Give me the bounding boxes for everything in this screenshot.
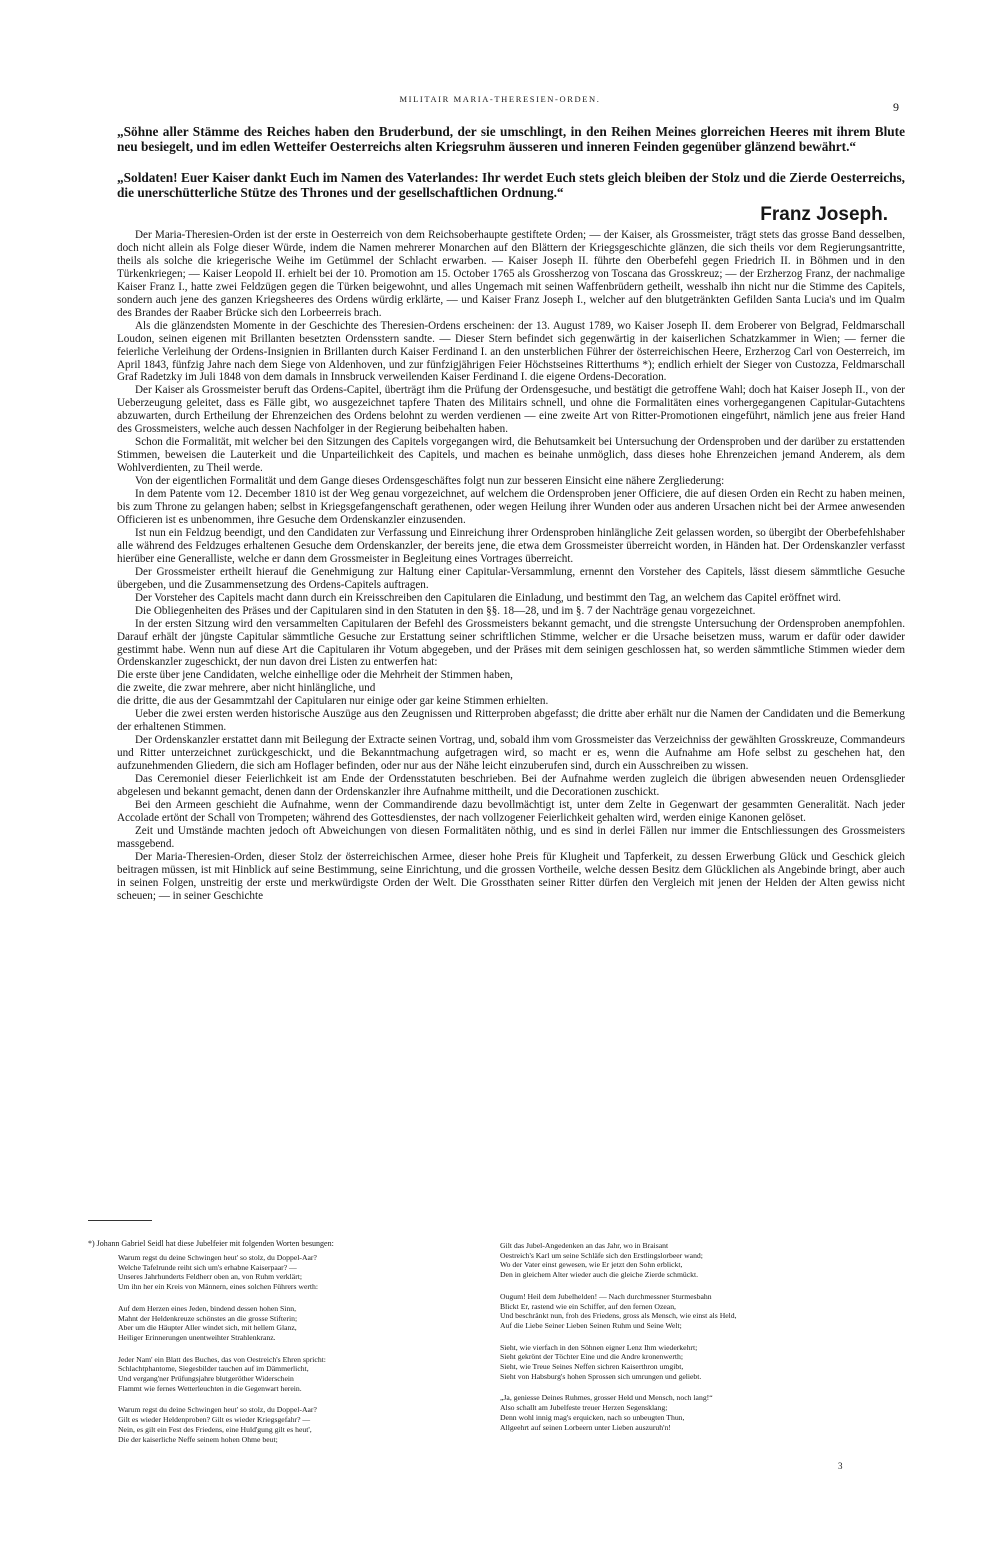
poem-line: Welche Tafelrunde reiht sich um's erhabne Kaiserpaar? — bbox=[118, 1262, 297, 1272]
page-number: 9 bbox=[893, 100, 899, 114]
quote-signature: Franz Joseph. bbox=[760, 204, 888, 225]
paragraph: Der Kaiser als Grossmeister beruft das Ordens-Capitel, überträgt ihm die Prüfung der Ordensgesuche, und bestätigt die getroffene Wahl; doch hat Kaiser Joseph II., von der Ueberzeugung geleitet, dass es Fälle gibt, wo ausgezeichnet tapfere Thaten des Militairs schnell, und ohne die Formalitäten eines vorhergegangenen Capitular-Gutachtens abzuwarten, durch Ertheilung der Ehrenzeichen des Ordens belohnt zu werden verdienen — eine zweite Art von Ritter-Promotionen eingeführt, nämlich jene aus freier Hand des Grossmeisters, welche auch dessen Nachfolger in der Regierung beibehalten haben. bbox=[117, 384, 905, 436]
footnote-intro: *) Johann Gabriel Seidl hat diese Jubelfeier mit folgenden Worten besungen: bbox=[88, 1239, 334, 1248]
poem-line: Unseres Jahrhunderts Feldherr oben an, von Ruhm verklärt; bbox=[118, 1272, 303, 1282]
signature-mark: 3 bbox=[838, 1461, 843, 1471]
poem-left-column bbox=[118, 1253, 518, 1456]
poem-stanza bbox=[118, 1405, 518, 1444]
paragraph: Der Maria-Theresien-Orden, dieser Stolz der österreichischen Armee, dieser hohe Preis für Klugheit und Tapferkeit, zu dessen Erwerbung Glück und Geschick gleich beitragen müssen, ist mit Hinblick auf seine Bestimmung, seine Einrichtung, und die grossen Vortheile, welche dessen Besitz dem Glücklichen als Angebinde bringt, aber auch in seinen Folgen, unstreitig der erste und merkwürdigste Orden der Welt. Die Grossthaten seiner Ritter dürfen den Vergleich mit jenen der Helden der Alten gewiss nicht scheuen; — in seiner Geschichte bbox=[117, 850, 905, 902]
poem-line: Und vergang'ner Prüfungsjahre blutgeröther Widerschein bbox=[118, 1374, 294, 1384]
paragraph: Ist nun ein Feldzug beendigt, und den Candidaten zur Verfassung und Einreichung ihrer Ordensproben hinlängliche Zeit gelassen worden, so übergibt der Oberbefehlshaber alle während des Feldzuges erhaltenen Gesuche dem Ordenskanzler, der bereits jene, die etwa dem Grossmeister überreicht worden, in Händen hat. Der Ordenskanzler verfasst hierüber eine Generalliste, welche er dann dem Grossmeister in Begleitung eines Vortrages überreicht. bbox=[117, 526, 905, 565]
poem-line: Denn wohl innig mag's erquicken, nach so unbeugten Thun, bbox=[500, 1412, 685, 1422]
poem-line: Warum regst du deine Schwingen heut' so stolz, du Doppel-Aar? bbox=[118, 1405, 317, 1415]
poem-line: Gilt es wieder Heldenproben? Gilt es wieder Kriegsgefahr? — bbox=[118, 1415, 311, 1425]
poem-line: Flammt wie fernes Wetterleuchten in die Gegenwart herein. bbox=[118, 1383, 302, 1393]
paragraph: Schon die Formalität, mit welcher bei den Sitzungen des Capitels vorgegangen wird, die Behutsamkeit bei Untersuchung der Ordensproben und der darüber zu erstattenden Stimmen, beweisen die Lauterkeit und die Unparteilichkeit des Capitels, und machen es beinahe unmöglich, dass dieses hohe Ehrenzeichen jemand Anderem, als dem Wohlverdienten, zu Theil werde. bbox=[117, 436, 905, 475]
poem-line: Sieht gekrönt der Töchter Eine und die Andre kronenwerth; bbox=[500, 1352, 684, 1362]
poem-line: Also schallt am Jubelfeste treuer Herzen Segensklang; bbox=[500, 1403, 668, 1413]
poem-line: Gilt das Jubel-Angedenken an das Jahr, wo in Braisant bbox=[500, 1241, 669, 1250]
paragraph: In dem Patente vom 12. December 1810 ist der Weg genau vorgezeichnet, auf welchem die Ordensproben jener Officiere, die auf diesen Orden ein Recht zu haben meinen, bis zum Throne zu gelangen haben; selbst in Kriegsgefangenschaft gerathenen, oder wegen Heilung ihrer Wunden oder aus anderen Ursachen nicht bei der Armee anwesenden Officieren ist es unbenommen, ihre Gesuche dem Ordenskanzler einzusenden. bbox=[117, 488, 905, 526]
poem-stanza bbox=[500, 1241, 900, 1280]
poem-line: Oestreich's Karl um seine Schläfe sich den Erstlingslorbeer wand; bbox=[500, 1250, 703, 1260]
paragraph: Der Maria-Theresien-Orden ist der erste in Oesterreich von dem Reichsoberhaupte gestiftete Orden; — der Kaiser, als Grossmeister, trägt stets das grosse Band desselben, doch nicht allein als Folge dieser Würde, indem die Namen mehrerer Monarchen auf den Blättern der Kriegsgeschichte glänzen, die sich theils vor dem Regierungsantritte, theils als solche die kriegerische Weihe im Getümmel der Schlacht erwarben. — Kaiser Joseph II. führte den Oberbefehl gegen Friedrich II. in Böhmen und in den Türkenkriegen; — Kaiser Leopold II. erhielt bei der 10. Promotion am 15. October 1765 als Grossherzog von Toscana das Grosskreuz; — der Erzherzog Franz, der nachmalige Kaiser Franz I., hatte zwei Feldzügen gegen die Türken beigewohnt, und alles Ungemach mit seinen Waffenbrüdern getheilt, wesshalb ihn nicht nur die Stimme des Capitels, sondern auch jene des ganzen Kriegsheeres des Ordens würdig erklärte, — und Kaiser Franz Joseph I., welcher auf den blutgetränkten Gefilden Santa Lucia's und im Qualm des Brandes der Raaber Brücke sich den Lorbeerreis brach. bbox=[117, 229, 905, 319]
poem-line: Aber um die Häupter Aller windet sich, mit hellem Glanz, bbox=[118, 1323, 297, 1333]
poem-line: Die der kaiserliche Neffe seinem hohen Ohme beut; bbox=[118, 1434, 278, 1444]
poem-stanza bbox=[118, 1253, 518, 1292]
running-title: MILITAIR MARIA-THERESIEN-ORDEN. bbox=[399, 94, 601, 104]
poem-line: Sieht von Habsburg's hohen Sprossen sich umrungen und geliebt. bbox=[500, 1371, 702, 1381]
poem-stanza bbox=[118, 1355, 518, 1394]
poem-stanza bbox=[500, 1343, 900, 1382]
paragraph: Die Obliegenheiten des Präses und der Capitularen sind in den Statuten in den §§. 18—28, und im §. 7 der Nachträge genau vorgezeichnet. bbox=[135, 604, 756, 617]
poem-line: Allgeehrt auf seinen Lorbeern unter Lieben auszuruh'n! bbox=[500, 1422, 671, 1432]
imperial-quote-1: „Söhne aller Stämme des Reiches haben den Bruderbund, der sie umschlingt, in den Reihen Meines glorreichen Heeres mit ihrem Blute neu besiegelt, und im edlen Wetteifer Oesterreichs alten Kriegsruhm äusseren und inneren Feinden gegenüber glänzend bewährt.“ bbox=[117, 124, 905, 155]
poem-line: Warum regst du deine Schwingen heut' so stolz, du Doppel-Aar? bbox=[118, 1253, 317, 1262]
poem-line: Nein, es gilt ein Fest des Friedens, eine Huld'gung gilt es heut', bbox=[118, 1424, 312, 1434]
paragraph: Zeit und Umstände machten jedoch oft Abweichungen von diesen Formalitäten nöthig, und es sind in derlei Fällen nur immer die Entschliessungen des Grossmeisters massgebend. bbox=[117, 824, 905, 850]
poem-line: Und beschränkt nun, froh des Friedens, gross als Mensch, wie einst als Held, bbox=[500, 1311, 737, 1321]
poem-line: Sieht, wie Treue Seines Neffen sichren Kaiserthron umgibt, bbox=[500, 1362, 684, 1372]
paragraph: Das Ceremoniel dieser Feierlichkeit ist am Ende der Ordensstatuten beschrieben. Bei der Aufnahme werden zugleich die übrigen abwesenden neuen Ordensglieder abgelesen und bekannt gemacht, denen dann der Ordenskanzler ihre Aufnahme mittheilt, und die Decorationen zuschickt. bbox=[117, 773, 905, 798]
paragraph: Ueber die zwei ersten werden historische Auszüge aus den Zeugnissen und Ritterproben abgefasst; die dritte aber erhält nur die Namen der Candidaten und die Bemerkung der erhaltenen Stimmen. bbox=[117, 708, 905, 734]
paragraph: Bei den Armeen geschieht die Aufnahme, wenn der Commandirende dazu bevollmächtigt ist, unter dem Zelte in Gegenwart der gesammten Generalität. Nach jeder Accolade ertönt der Schall von Trompeten; während des Gottesdienstes, der nach vollzogener Feierlichkeit gehalten wird, werden einige Kanonen gelöset. bbox=[117, 798, 905, 824]
imperial-quote-2: „Soldaten! Euer Kaiser dankt Euch im Namen des Vaterlandes: Ihr werdet Euch stets gleich bleiben der Stolz und die Zierde Oesterreichs, die unerschütterliche Stütze des Thrones und der gesellschaftlichen Ordnung.“ bbox=[117, 170, 905, 201]
poem-stanza bbox=[118, 1304, 518, 1343]
poem-line: „Ja, geniesse Deines Ruhmes, grosser Held und Mensch, noch lang!“ bbox=[500, 1393, 713, 1403]
poem-line: Wo der Vater einst gewesen, wie Er jetzt den Sohn erblickt, bbox=[500, 1260, 683, 1270]
poem-line: Um ihn her ein Kreis von Männern, eines solchen Führers werth: bbox=[118, 1282, 319, 1292]
paragraph: Als die glänzendsten Momente in der Geschichte des Theresien-Ordens erscheinen: der 13. August 1789, wo Kaiser Joseph II. dem Eroberer von Belgrad, Feldmarschall Loudon, seinen eigenen mit Brillanten besetzten Ordensstern sandte. — Dieser Stern befindet sich gegenwärtig in der kaiserlichen Schatzkammer in Wien; — ferner die feierliche Verleihung der Ordens-Insignien in Brillanten durch Kaiser Ferdinand I. an den unsterblichen Führer der österreichischen Heere, Erzherzog Carl von Oesterreich, im April 1843, fünfzig Jahre nach dem Siege von Aldenhoven, und zur fünfzigjährigen Feier Höchstseines Ritterthums *); endlich erhielt der Sieger von Custozza, Feldmarschall Graf Radetzky im Juli 1848 von dem damals in Innsbruck verweilenden Kaiser Ferdinand I. die eigene Ordens-Decoration. bbox=[117, 319, 905, 384]
list-line: die zweite, die zwar mehrere, aber nicht hinlängliche, und bbox=[117, 682, 376, 695]
poem-line: Mahnt der Heldenkreuze schönstes an die grosse Stifterin; bbox=[118, 1313, 298, 1323]
poem-line: Den in gleichem Alter wieder auch die gleiche Zierde schmückt. bbox=[500, 1270, 699, 1280]
poem-line: Auf dem Herzen eines Jeden, bindend dessen hohen Sinn, bbox=[118, 1303, 297, 1313]
poem-line: Schlachtphantome, Siegesbilder tauchen auf im Dämmerlicht, bbox=[118, 1364, 309, 1374]
paragraph: Der Grossmeister ertheilt hierauf die Genehmigung zur Haltung einer Capitular-Versammlung, ernennt den Vorsteher des Capitels, lässt diesem sämmtliche Gesuche übergeben, und die Zusammensetzung des Ordens-Capitels auftragen. bbox=[117, 565, 905, 591]
poem-right-column bbox=[500, 1241, 900, 1444]
paragraph: Der Vorsteher des Capitels macht dann durch ein Kreisschreiben den Capitularen die Einladung, und bestimmt den Tag, an welchem das Capitel eröffnet wird. bbox=[135, 591, 841, 604]
paragraph: Der Ordenskanzler erstattet dann mit Beilegung der Extracte seinen Vortrag, und, sobald ihm vom Grossmeister das Verzeichniss der gewählten Grosskreuze, Commandeurs und Ritter unterzeichnet zurückgeschickt, und die Bekanntmachung aufgetragen wird, so macht er es, wenn die Aufnahme am Hofe selbst zu geschehen hat, den aufzunehmenden Gliedern, die sich am Hoflager befinden, oder nur aus der Nähe leicht einzuberufen sind, durch ein Ausschreiben zu wissen. bbox=[117, 734, 905, 773]
poem-line: Auf die Liebe Seiner Lieben Seinen Ruhm und Seine Welt; bbox=[500, 1320, 682, 1330]
poem-stanza bbox=[500, 1393, 900, 1432]
list-line: Die erste über jene Candidaten, welche einhellige oder die Mehrheit der Stimmen haben, bbox=[117, 669, 513, 682]
poem-line: Blickt Er, rastend wie ein Schiffer, auf den fernen Ozean, bbox=[500, 1301, 676, 1311]
poem-line: Ougum! Heil dem Jubelhelden! — Nach durchmessner Sturmesbahn bbox=[500, 1291, 712, 1301]
poem-line: Heiliger Erinnerungen unentweihter Strahlenkranz. bbox=[118, 1332, 276, 1342]
paragraph: Von der eigentlichen Formalität und dem Gange dieses Ordensgeschäftes folgt nun zur besseren Einsicht eine nähere Zergliederung: bbox=[135, 475, 725, 488]
main-text bbox=[117, 229, 905, 903]
poem-line: Jeder Nam' ein Blatt des Buches, das von Oestreich's Ehren spricht: bbox=[118, 1354, 326, 1364]
list-line: die dritte, die aus der Gesammtzahl der Capitularen nur einige oder gar keine Stimmen erhielten. bbox=[117, 695, 549, 708]
poem-stanza bbox=[500, 1292, 900, 1331]
footnote-separator bbox=[88, 1220, 152, 1221]
poem-line: Sieht, wie vierfach in den Söhnen eigner Lenz Ihm wiederkehrt; bbox=[500, 1342, 698, 1352]
paragraph: In der ersten Sitzung wird den versammelten Capitularen der Befehl des Grossmeisters bekannt gemacht, und die strengste Untersuchung der Ordensproben anempfohlen. Darauf erhält der jüngste Capitular sämmtliche Gesuche zur Erstattung seiner schriftlichen Stimme, welcher er die Ursache beisetzen muss, warum er dafür oder dawider gestimmt habe. Wenn nun auf diese Art die Capitularen ihr Votum abgegeben, und der Präses mit dem seinigen geschlossen hat, so werden sämmtliche Stimmen wieder dem Ordenskanzler zugeschickt, der nun davon drei Listen zu entwerfen hat: bbox=[117, 617, 905, 669]
